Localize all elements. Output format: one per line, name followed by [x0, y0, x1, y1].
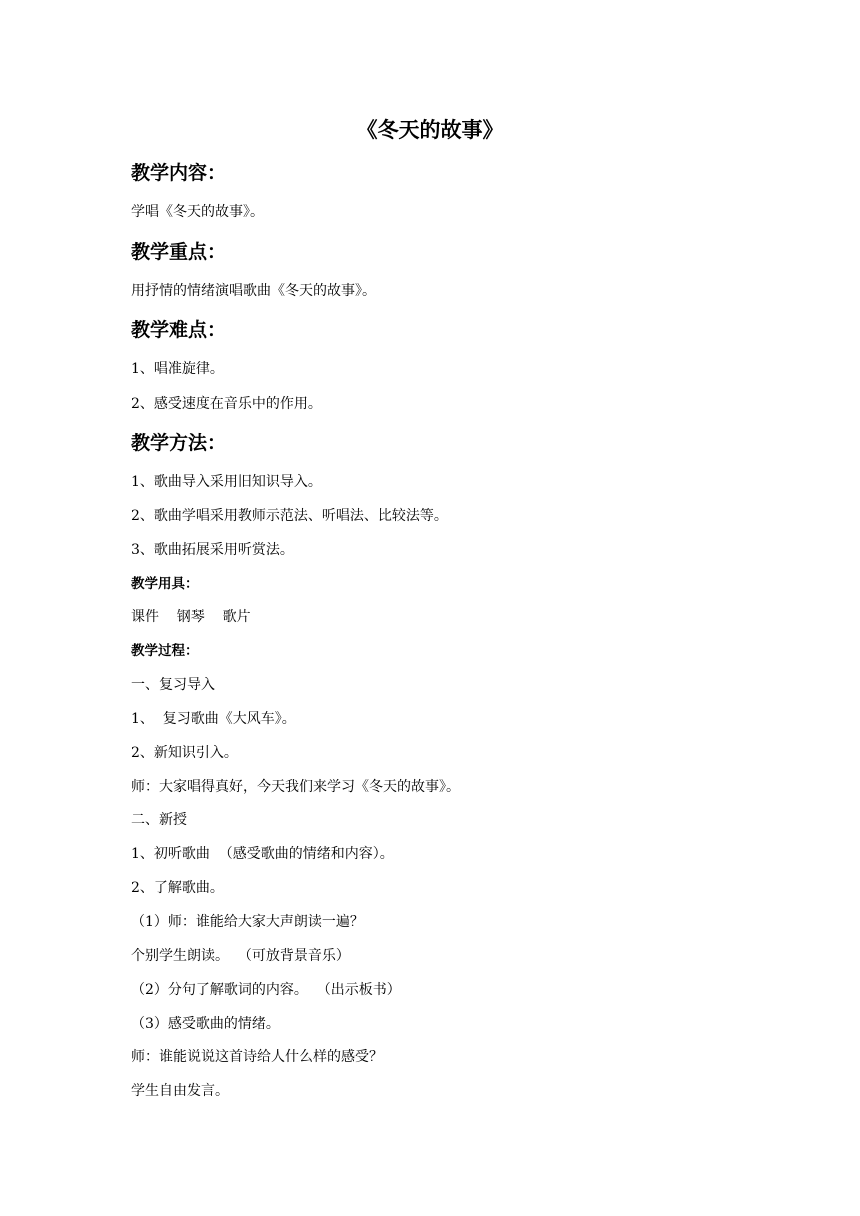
process-line: （2）分句了解歌词的内容。 （出示板书） [131, 982, 401, 998]
method-heading: 教学方法： [131, 432, 227, 454]
process-line: 学生自由发言。 [131, 1083, 229, 1099]
process-line: 一、复习导入 [131, 677, 215, 693]
process-line: 1、 复习歌曲《大风车》。 [131, 711, 296, 727]
process-line: （3）感受歌曲的情绪。 [131, 1016, 280, 1032]
focus-text: 用抒情的情绪演唱歌曲《冬天的故事》。 [131, 283, 376, 299]
focus-heading: 教学重点： [131, 241, 227, 263]
process-heading: 教学过程： [131, 643, 199, 659]
tools-heading: 教学用具： [131, 576, 199, 592]
document-title: 《冬天的故事》 [356, 117, 504, 142]
method-item: 2、歌曲学唱采用教师示范法、听唱法、比较法等。 [131, 508, 448, 524]
process-line: 师：大家唱得真好，今天我们来学习《冬天的故事》。 [131, 779, 460, 795]
difficulty-item: 1、唱准旋律。 [131, 361, 224, 377]
process-line: 师：谁能说说这首诗给人什么样的感受？ [131, 1049, 383, 1065]
method-item: 1、歌曲导入采用旧知识导入。 [131, 474, 322, 490]
process-line: （1）师：谁能给大家大声朗读一遍？ [131, 914, 364, 930]
process-line: 2、新知识引入。 [131, 745, 238, 761]
method-item: 3、歌曲拓展采用听赏法。 [131, 542, 294, 558]
process-line: 1、初听歌曲 （感受歌曲的情绪和内容）。 [131, 846, 394, 862]
process-line: 2、了解歌曲。 [131, 880, 224, 896]
content-text: 学唱《冬天的故事》。 [131, 204, 264, 220]
process-line: 个别学生朗读。 （可放背景音乐） [131, 948, 350, 964]
difficulty-heading: 教学难点： [131, 319, 227, 341]
difficulty-item: 2、感受速度在音乐中的作用。 [131, 396, 322, 412]
content-heading: 教学内容： [131, 162, 227, 184]
process-line: 二、新授 [131, 812, 187, 828]
tools-text: 课件 钢琴 歌片 [131, 609, 251, 625]
